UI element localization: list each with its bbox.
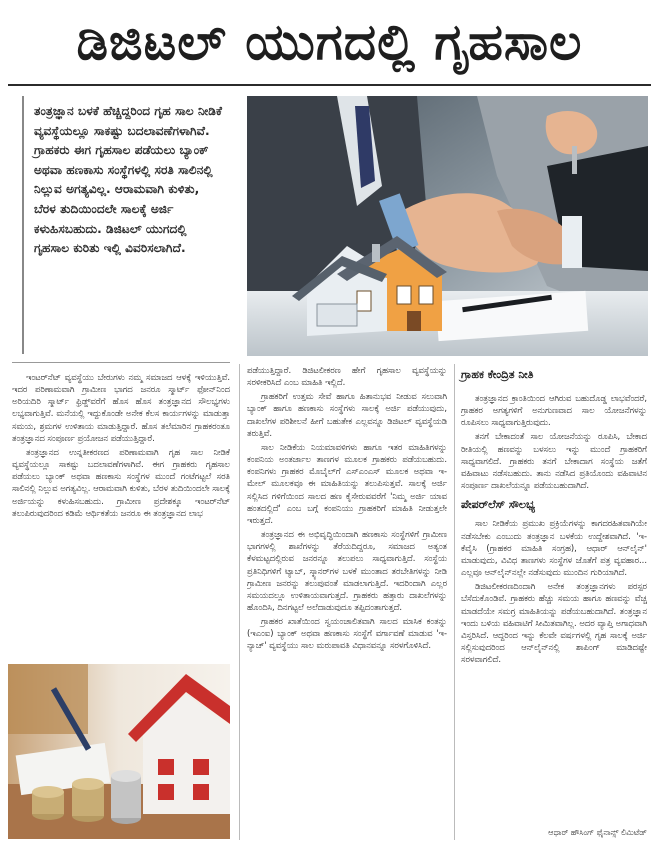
column-divider: [454, 364, 455, 840]
paragraph: ಡಿಜಿಟಲೀಕರಣದಿಂದಾಗಿ ಅನೇಕ ತಂತ್ರಜ್ಞಾನಗಳು ಪರಸ್ಪರ ಬೆಸೆದುಕೊಂಡಿವೆ. ಗ್ರಾಹಕರು ಹೆಚ್ಚು ಸಮಯ ಹಾಗೂ ಹಣವನ್ನು ವೆಚ್ಚ ಮಾಡದೆಯೇ ಸಮಗ್ರ ಮಾಹಿತಿಯನ್ನು ಪಡೆಯಬಹುದಾಗಿದೆ. ತಂತ್ರಜ್ಞಾನ ಇಂದು ಬಳಿಯ ವಹಿವಾಟಿಗೆ ಸೀಮಿತವಾಗಿಲ್ಲ. ಅದರ ವ್ಯಾಪ್ತಿ ಅಗಾಧವಾಗಿ ವಿಸ್ತರಿಸಿದೆ. ಆದ್ದರಿಂದ ಇನ್ನು ಕೆಲವೇ ವರ್ಷಗಳಲ್ಲಿ ಗೃಹ ಸಾಲಕ್ಕೆ ಅರ್ಜಿ ಸಲ್ಲಿಸುವುದರಿಂದ ಆನ್‌ಲೈನ್‌ನಲ್ಲಿ ಶಾಪಿಂಗ್ ಮಾಡಿದಷ್ಟೇ ಸರಳವಾಗಲಿದೆ.: [461, 581, 647, 665]
intro-text: ತಂತ್ರಜ್ಞಾನ ಬಳಕೆ ಹೆಚ್ಚಿದ್ದರಿಂದ ಗೃಹ ಸಾಲ ನೀಡಿಕೆ ವ್ಯವಸ್ಥೆಯಲ್ಲೂ ಸಾಕಷ್ಟು ಬದಲಾವಣೆಗಳಾಗಿವೆ. ಗ್ರಾಹಕರು ಈಗ ಗೃಹಸಾಲ ಪಡೆಯಲು ಬ್ಯಾಂಕ್ ಅಥವಾ ಹಣಕಾಸು ಸಂಸ್ಥೆಗಳಲ್ಲಿ ಸರತಿ ಸಾಲಿನಲ್ಲಿ ನಿಲ್ಲುವ ಅಗತ್ಯವಿಲ್ಲ. ಆರಾಮವಾಗಿ ಕುಳಿತು, ಬೆರಳ ತುದಿಯಿಂದಲೇ ಸಾಲಕ್ಕೆ ಅರ್ಜಿ ಕಳುಹಿಸಬಹುದು. ಡಿಜಿಟಲ್ ಯುಗದಲ್ಲಿ ಗೃಹಸಾಲ ಕುರಿತು ಇಲ್ಲಿ ವಿವರಿಸಲಾಗಿದೆ.: [22, 96, 230, 354]
headline-rule: [8, 84, 651, 86]
paragraph: ಗ್ರಾಹಕರ ಖಾತೆಯಿಂದ ಸ್ವಯಂಚಾಲಿತವಾಗಿ ಸಾಲದ ಮಾಸಿಕ ಕಂತನ್ನು (ಇಎಂಐ) ಬ್ಯಾಂಕ್ ಅಥವಾ ಹಣಕಾಸು ಸಂಸ್ಥೆಗೆ ವರ್ಗಾವಣೆ ಮಾಡುವ 'ಇ-ನ್ಯಾಚ್' ವ್ಯವಸ್ಥೆಯು ಸಾಲ ಮರುಪಾವತಿ ವಿಧಾನವನ್ನೂ ಸರಳಗೊಳಿಸಿದೆ.: [247, 616, 447, 651]
paragraph: ಇಂಟರ್‌ನೆಟ್ ವ್ಯವಸ್ಥೆಯು ಬೇರುಗಳು ನಮ್ಮ ಸಮಾಜದ ಆಳಕ್ಕೆ ಇಳಿಯುತ್ತಿವೆ. ಇದರ ಪರಿಣಾಮವಾಗಿ ಗ್ರಾಮೀಣ ಭಾಗದ ಜನರೂ ಸ್ಮಾರ್ಟ್ ಫೋನ್‌ನಿಂದ ಅರಿಯದಿರಿ ಸ್ಮಾರ್ಟ್ ಫ್ರಿಡ್ಜ್‌ವರೆಗೆ ಹೊಸ ಹೊಸ ತಂತ್ರಜ್ಞಾನದ ಸೌಲಭ್ಯಗಳು ಲಭ್ಯವಾಗುತ್ತಿವೆ. ಮನೆಯಲ್ಲಿ ಇದ್ದುಕೊಂಡೇ ಅನೇಕ ಕೆಲಸ ಕಾರ್ಯಗಳನ್ನು ಮಾಡುತ್ತಾ ಸಮಯ, ಶ್ರಮಗಳ ಉಳಿತಾಯ ಮಾಡುತ್ತಿದ್ದಾರೆ. ಹೊಸ ತಲೆಮಾರಿನ ಗ್ರಾಹಕರಂತೂ ತಂತ್ರಜ್ಞಾನದ ಸಂಪೂರ್ಣ ಪ್ರಯೋಜನ ಪಡೆಯುತ್ತಿದ್ದಾರೆ.: [12, 372, 230, 443]
article-column-1: [12, 371, 230, 659]
paragraph: ತಂತ್ರಜ್ಞಾನದ ಕ್ರಾಂತಿಯಿಂದ ಆಗಿರುವ ಬಹುದೊಡ್ಡ ಲಾಭವೆಂದರೆ, ಗ್ರಾಹಕರ ಅಗತ್ಯಗಳಿಗೆ ಅನುಗುಣವಾದ ಸಾಲ ಯೋಜನೆಗಳನ್ನು ರೂಪಿಸಲು ಸಾಧ್ಯವಾಗುತ್ತಿರುವುದು.: [461, 393, 647, 428]
intro-bottom-rule: [12, 362, 230, 363]
article-column-2: [247, 364, 447, 840]
paragraph: ಸಾಲ ನೀಡಿಕೆಯ ಪ್ರಮುಖ ಪ್ರಕ್ರಿಯೆಗಳನ್ನು ಕಾಗದರಹಿತವಾಗಿಯೇ ನಡೆಸಬೇಕು ಎಂಬುದು ತಂತ್ರಜ್ಞಾನ ಬಳಕೆಯ ಉದ್ದೇಶವಾಗಿದೆ. 'ಇ- ಕೆವೈಸಿ (ಗ್ರಾಹಕರ ಮಾಹಿತಿ ಸಂಗ್ರಹ), ಆಧಾರ್ ಆನ್‌ಲೈನ್' ಮಾಡುವುದು, ವಿವಿಧ ತಾಣಗಳು ಸಂಸ್ಥೆಗಳ ಜೊತೆಗೆ ಪತ್ರ ವ್ಯವಹಾರ... ಎಲ್ಲವೂ ಆನ್‌ಲೈನ್‌ನಲ್ಲೇ ನಡೆಸುವುದು ಮುಂದಿನ ಗುರಿಯಾಗಿದೆ.: [461, 518, 647, 578]
paragraph: ಪಡೆಯುತ್ತಿದ್ದಾರೆ. ಡಿಜಿಟಲೀಕರಣ ಹೇಗೆ ಗೃಹಸಾಲ ವ್ಯವಸ್ಥೆಯನ್ನು ಸರಳೀಕರಿಸಿದೆ ಎಂಬ ಮಾಹಿತಿ ಇಲ್ಲಿದೆ.: [247, 365, 447, 388]
section-heading-customer-centric: ಗ್ರಾಹಕ ಕೇಂದ್ರಿತ ನೀತಿ: [461, 368, 534, 381]
coins-house-photo: [8, 664, 230, 839]
headline: ಡಿಜಿಟಲ್ ಯುಗದಲ್ಲಿ ಗೃಹಸಾಲ: [76, 12, 583, 71]
coins-house-illustration: [8, 664, 230, 839]
article-column-3: [461, 392, 647, 832]
paragraph: ಗ್ರಾಹಕರಿಗೆ ಉತ್ತಮ ಸೇವೆ ಹಾಗೂ ಹಿತಾನುಭವ ನೀಡುವ ಸಲುವಾಗಿ ಬ್ಯಾಂಕ್ ಹಾಗೂ ಹಣಕಾಸು ಸಂಸ್ಥೆಗಳು ಸಾಲಕ್ಕೆ ಅರ್ಜಿ ಪಡೆಯುವುದು, ದಾಖಲೆಗಳ ಪರಿಶೀಲನೆ ಹೀಗೆ ಬಹುತೇಕ ಎಲ್ಲವನ್ನೂ ಡಿಜಿಟಲ್ ವ್ಯವಸ್ಥೆಯಡಿ ತರುತ್ತಿವೆ.: [247, 391, 447, 438]
handshake-house-illustration: [247, 96, 648, 356]
paragraph: ತಂತ್ರಜ್ಞಾನದ ಈ ಅಭಿವೃದ್ಧಿಯಿಂದಾಗಿ ಹಣಕಾಸು ಸಂಸ್ಥೆಗಳಿಗೆ ಗ್ರಾಮೀಣ ಭಾಗಗಳಲ್ಲಿ ಶಾಖೆಗಳನ್ನು ತೆರೆಯದಿದ್ದರೂ, ಸಮಾಜದ ಅತ್ಯಂತ ಕೆಳಮಟ್ಟದಲ್ಲಿರುವ ಜನರನ್ನೂ ತಲುಪಲು ಸಾಧ್ಯವಾಗುತ್ತಿದೆ. ಸಂಸ್ಥೆಯ ಪ್ರತಿನಿಧಿಗಳಿಗೆ ಟ್ಯಾಬ್, ಸ್ಕ್ಯಾನರ್‌ಗಳ ಬಳಕೆ ಮುಂತಾದ ತರಬೇತಿಗಳನ್ನು ನೀಡಿ ಗ್ರಾಮೀಣ ಜನರನ್ನು ತಲುಪುವಂತೆ ಮಾಡಲಾಗುತ್ತಿದೆ. ಇದರಿಂದಾಗಿ ಎಲ್ಲರ ಸಮಯದಲ್ಲೂ ಉಳಿತಾಯವಾಗುತ್ತದೆ. ಗ್ರಾಹಕರು ಹತ್ತಾರು ದಾಖಲೆಗಳನ್ನು ಹೊಂದಿಸಿ, ದಿನಗಟ್ಟಲೆ ಅಲೆದಾಡುವುದೂ ತಪ್ಪಿದಂತಾಗುತ್ತದೆ.: [247, 529, 447, 612]
source-credit: ಆಧಾರ್ ಹೌಸಿಂಗ್ ಫೈನಾನ್ಸ್ ಲಿಮಿಟೆಡ್: [548, 828, 647, 837]
section-heading-paperless: ಪೇಪರ್‌ಲೆಸ್ ಸೌಲಭ್ಯ: [461, 498, 535, 512]
paragraph: ಸಾಲ ನೀಡಿಕೆಯ ನಿಯಮಾವಳಿಗಳು ಹಾಗೂ ಇತರ ಮಾಹಿತಿಗಳನ್ನು ಕಂಪನಿಯ ಅಂತರ್ಜಾಲ ತಾಣಗಳ ಮೂಲಕ ಗ್ರಾಹಕರು ಪಡೆಯಬಹುದು. ಕಂಪನಿಗಳು ಗ್ರಾಹಕರ ಮೊಬೈಲ್‌ಗೆ ಎಸ್‌ಎಂಎಸ್ ಮೂಲಕ ಅಥವಾ ಇ-ಮೇಲ್ ಮೂಲಕವೂ ಈ ಮಾಹಿತಿಯನ್ನು ತಲುಪಿಸುತ್ತವೆ. ಸಾಲಕ್ಕೆ ಅರ್ಜಿ ಸಲ್ಲಿಸಿದ ಗಳಿಗೆಯಿಂದ ಸಾಲದ ಹಣ ಕೈಸೇರುವವರೆಗೆ 'ನಿಮ್ಮ ಅರ್ಜಿ ಯಾವ ಹಂತದಲ್ಲಿದೆ' ಎಂಬ ಬಗ್ಗೆ ಕಂಪನಿಯು ಗ್ರಾಹಕರಿಗೆ ಮಾಹಿತಿ ನೀಡುತ್ತಲೇ ಇರುತ್ತದೆ.: [247, 441, 447, 525]
column-divider: [239, 364, 240, 840]
handshake-house-photo: [247, 96, 648, 356]
paragraph: ತಂತ್ರಜ್ಞಾನದ ಉನ್ನತೀಕರಣದ ಪರಿಣಾಮವಾಗಿ ಗೃಹ ಸಾಲ ನೀಡಿಕೆ ವ್ಯವಸ್ಥೆಯಲ್ಲೂ ಸಾಕಷ್ಟು ಬದಲಾವಣೆಗಳಾಗಿವೆ. ಈಗ ಗ್ರಾಹಕರು ಗೃಹಸಾಲ ಪಡೆಯಲು ಬ್ಯಾಂಕ್ ಅಥವಾ ಹಣಕಾಸು ಸಂಸ್ಥೆಗಳ ಮುಂದೆ ಗಂಟೆಗಟ್ಟಲೆ ಸರತಿ ಸಾಲಿನಲ್ಲಿ ನಿಲ್ಲುವ ಅಗತ್ಯವಿಲ್ಲ. ಆರಾಮವಾಗಿ ಕುಳಿತು, ಬೆರಳ ತುದಿಯಿಂದಲೇ ಸಾಲಕ್ಕೆ ಅರ್ಜಿಯನ್ನು ಕಳುಹಿಸಬಹುದು. ಗ್ರಾಮೀಣ ಪ್ರದೇಶಕ್ಕೂ ಇಂಟರ್‌ನೆಟ್ ತಲುಪಿರುವುದರಿಂದ ಕಡಿಮೆ ಆರ್ಥಿಕತೆಯ ಜನರೂ ಈ ತಂತ್ರಜ್ಞಾನದ ಲಾಭ: [12, 446, 230, 518]
paragraph: ತನಗೆ ಬೇಕಾದಂತೆ ಸಾಲ ಯೋಜನೆಯನ್ನು ರೂಪಿಸಿ, ಬೇಕಾದ ರೀತಿಯಲ್ಲಿ ಹಣವನ್ನು ಬಳಸಲು ಇನ್ನು ಮುಂದೆ ಗ್ರಾಹಕರಿಗೆ ಸಾಧ್ಯವಾಗಲಿದೆ. ಗ್ರಾಹಕರು ತನಗೆ ಬೇಕಾದಾಗ ಸಂಸ್ಥೆಯ ಜತೆಗೆ ವಹಿವಾಟು ನಡೆಸಬಹುದು. ತಾನು ನಡೆಸಿದ ಪ್ರತಿಯೊಂದು ವಹಿವಾಟಿನ ಸಂಪೂರ್ಣ ದಾಖಲೆಯನ್ನೂ ಪಡೆಯಬಹುದಾಗಿದೆ.: [461, 431, 647, 491]
